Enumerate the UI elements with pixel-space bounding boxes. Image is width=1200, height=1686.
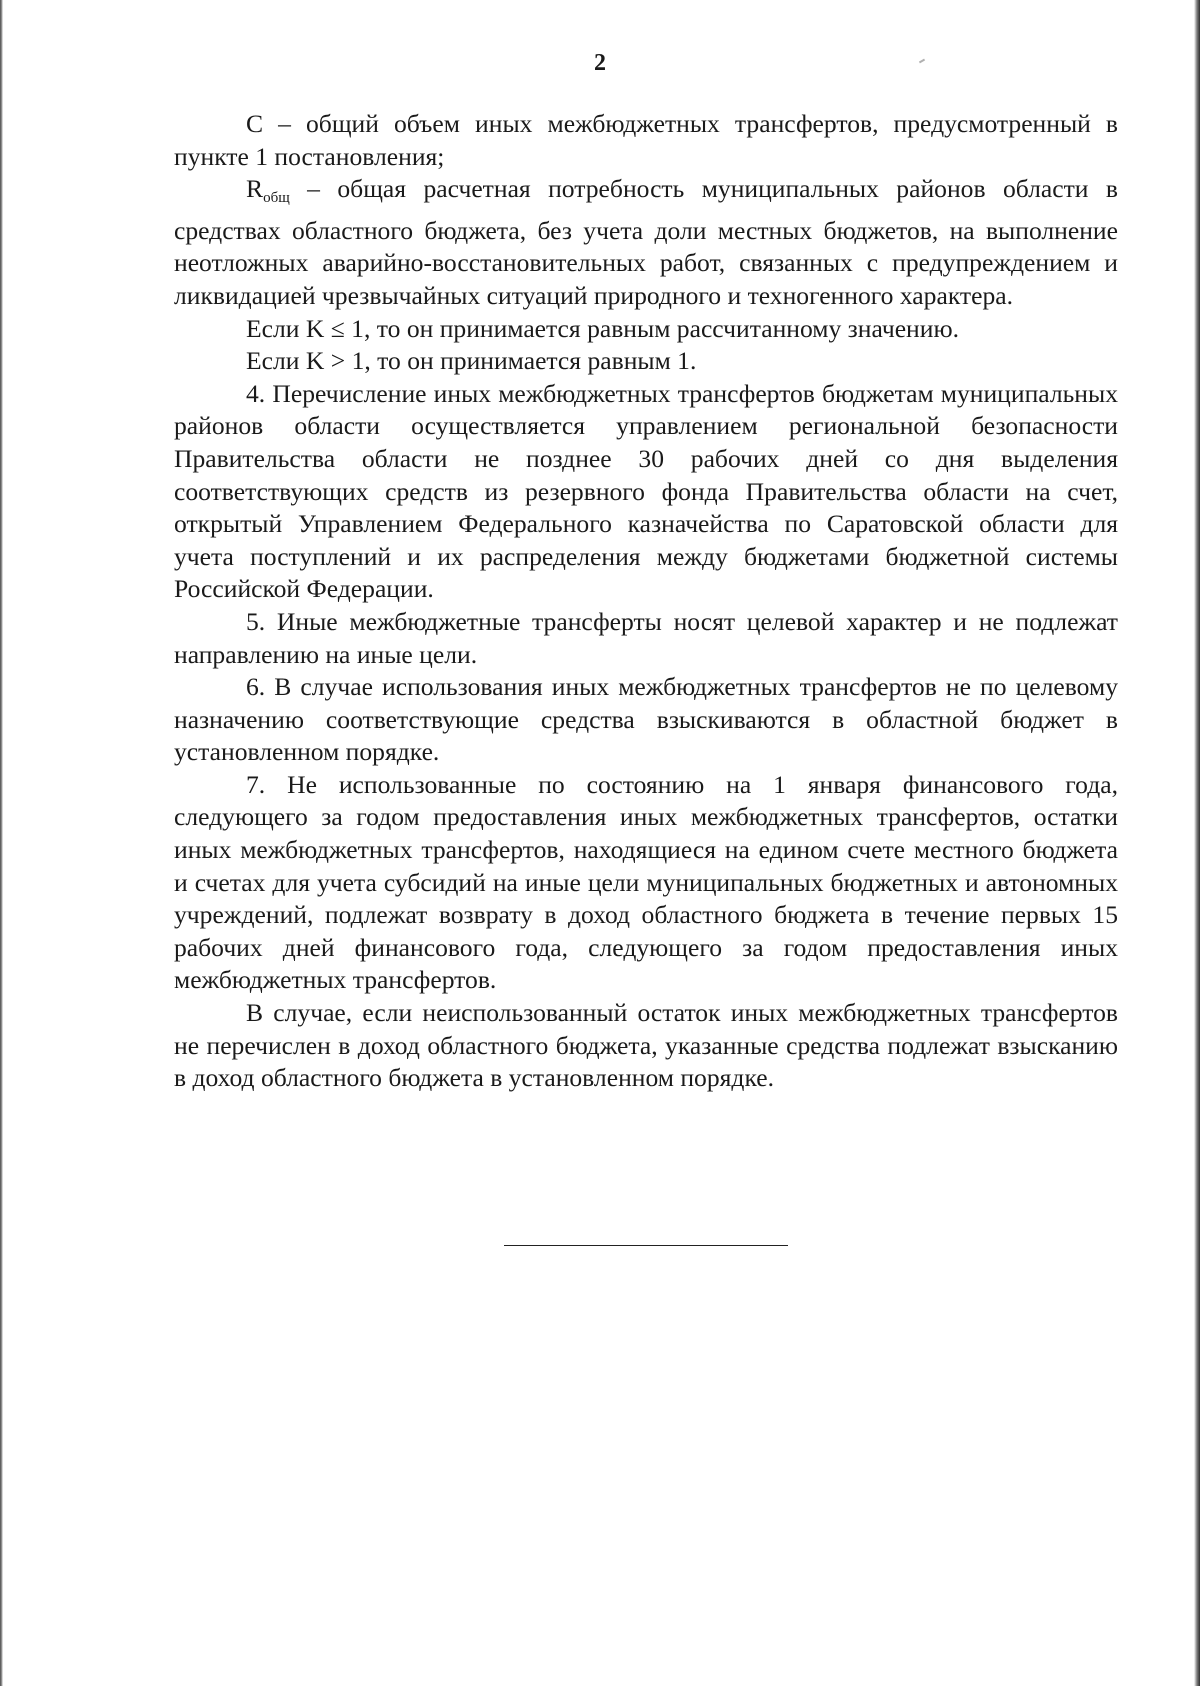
paragraph-item-5: 5. Иные межбюджетные трансферты носят целевой характер и не подлежат направлению на иные цели. [174,606,1118,669]
paragraph-r-definition [174,173,1118,312]
document-body [174,108,1118,1095]
paragraph-c-definition: C – общий объем иных межбюджетных трансфертов, предусмотренный в пункте 1 постановления; [174,109,1118,171]
closing-rule [504,1245,788,1246]
paragraph-item-4: 4. Перечисление иных межбюджетных трансфертов бюджетам муниципальных районов области осуществляется управлением региональной безопасности Правительства области не позднее 30 рабочих дней со дня выделения соответствующих средств из резервного фонда Правительства области на счет, открытый Управлением Федерального казначейства по Саратовской области для учета поступлений и их распределения между бюджетами бюджетной системы Российской Федерации. [174,378,1118,604]
page-number: 2 [594,50,606,76]
r-subscript: общ [263,190,290,207]
r-symbol: R [246,174,264,204]
paragraph-k-gt-1: Если K > 1, то он принимается равным 1. [246,346,697,376]
paragraph-item-6: 6. В случае использования иных межбюджетных трансфертов не по целевому назначению соответствующие средства взыскиваются в областной бюджет в установленном порядке. [174,672,1118,767]
scan-edge-right [1194,0,1200,1686]
paragraph-unused-balance: В случае, если неиспользованный остаток иных межбюджетных трансфертов не перечислен в доход областного бюджета, указанные средства подлежат взысканию в доход областного бюджета в установленном порядке. [174,998,1118,1093]
scan-edge-left [0,0,3,1686]
paragraph-k-le-1: Если K ≤ 1, то он принимается равным рассчитанному значению. [246,313,959,343]
paragraph-item-7: 7. Не использованные по состоянию на 1 января финансового года, следующего за годом предоставления иных межбюджетных трансфертов, остатки иных межбюджетных трансфертов, находящиеся на едином счете местного бюджета и счетах для учета субсидий на иные цели муниципальных бюджетных и автономных учреждений, подлежат возврату в доход областного бюджета в течение первых 15 рабочих дней финансового года, следующего за годом предоставления иных межбюджетных трансфертов. [174,769,1118,995]
r-definition-text: – общая расчетная потребность муниципальных районов области в средствах областного бюджета, без учета доли местных бюджетов, на выполнение неотложных аварийно-восстановительных работ, связанных с предупреждением и ликвидацией чрезвычайных ситуаций природного и техногенного характера. [174,174,1118,310]
